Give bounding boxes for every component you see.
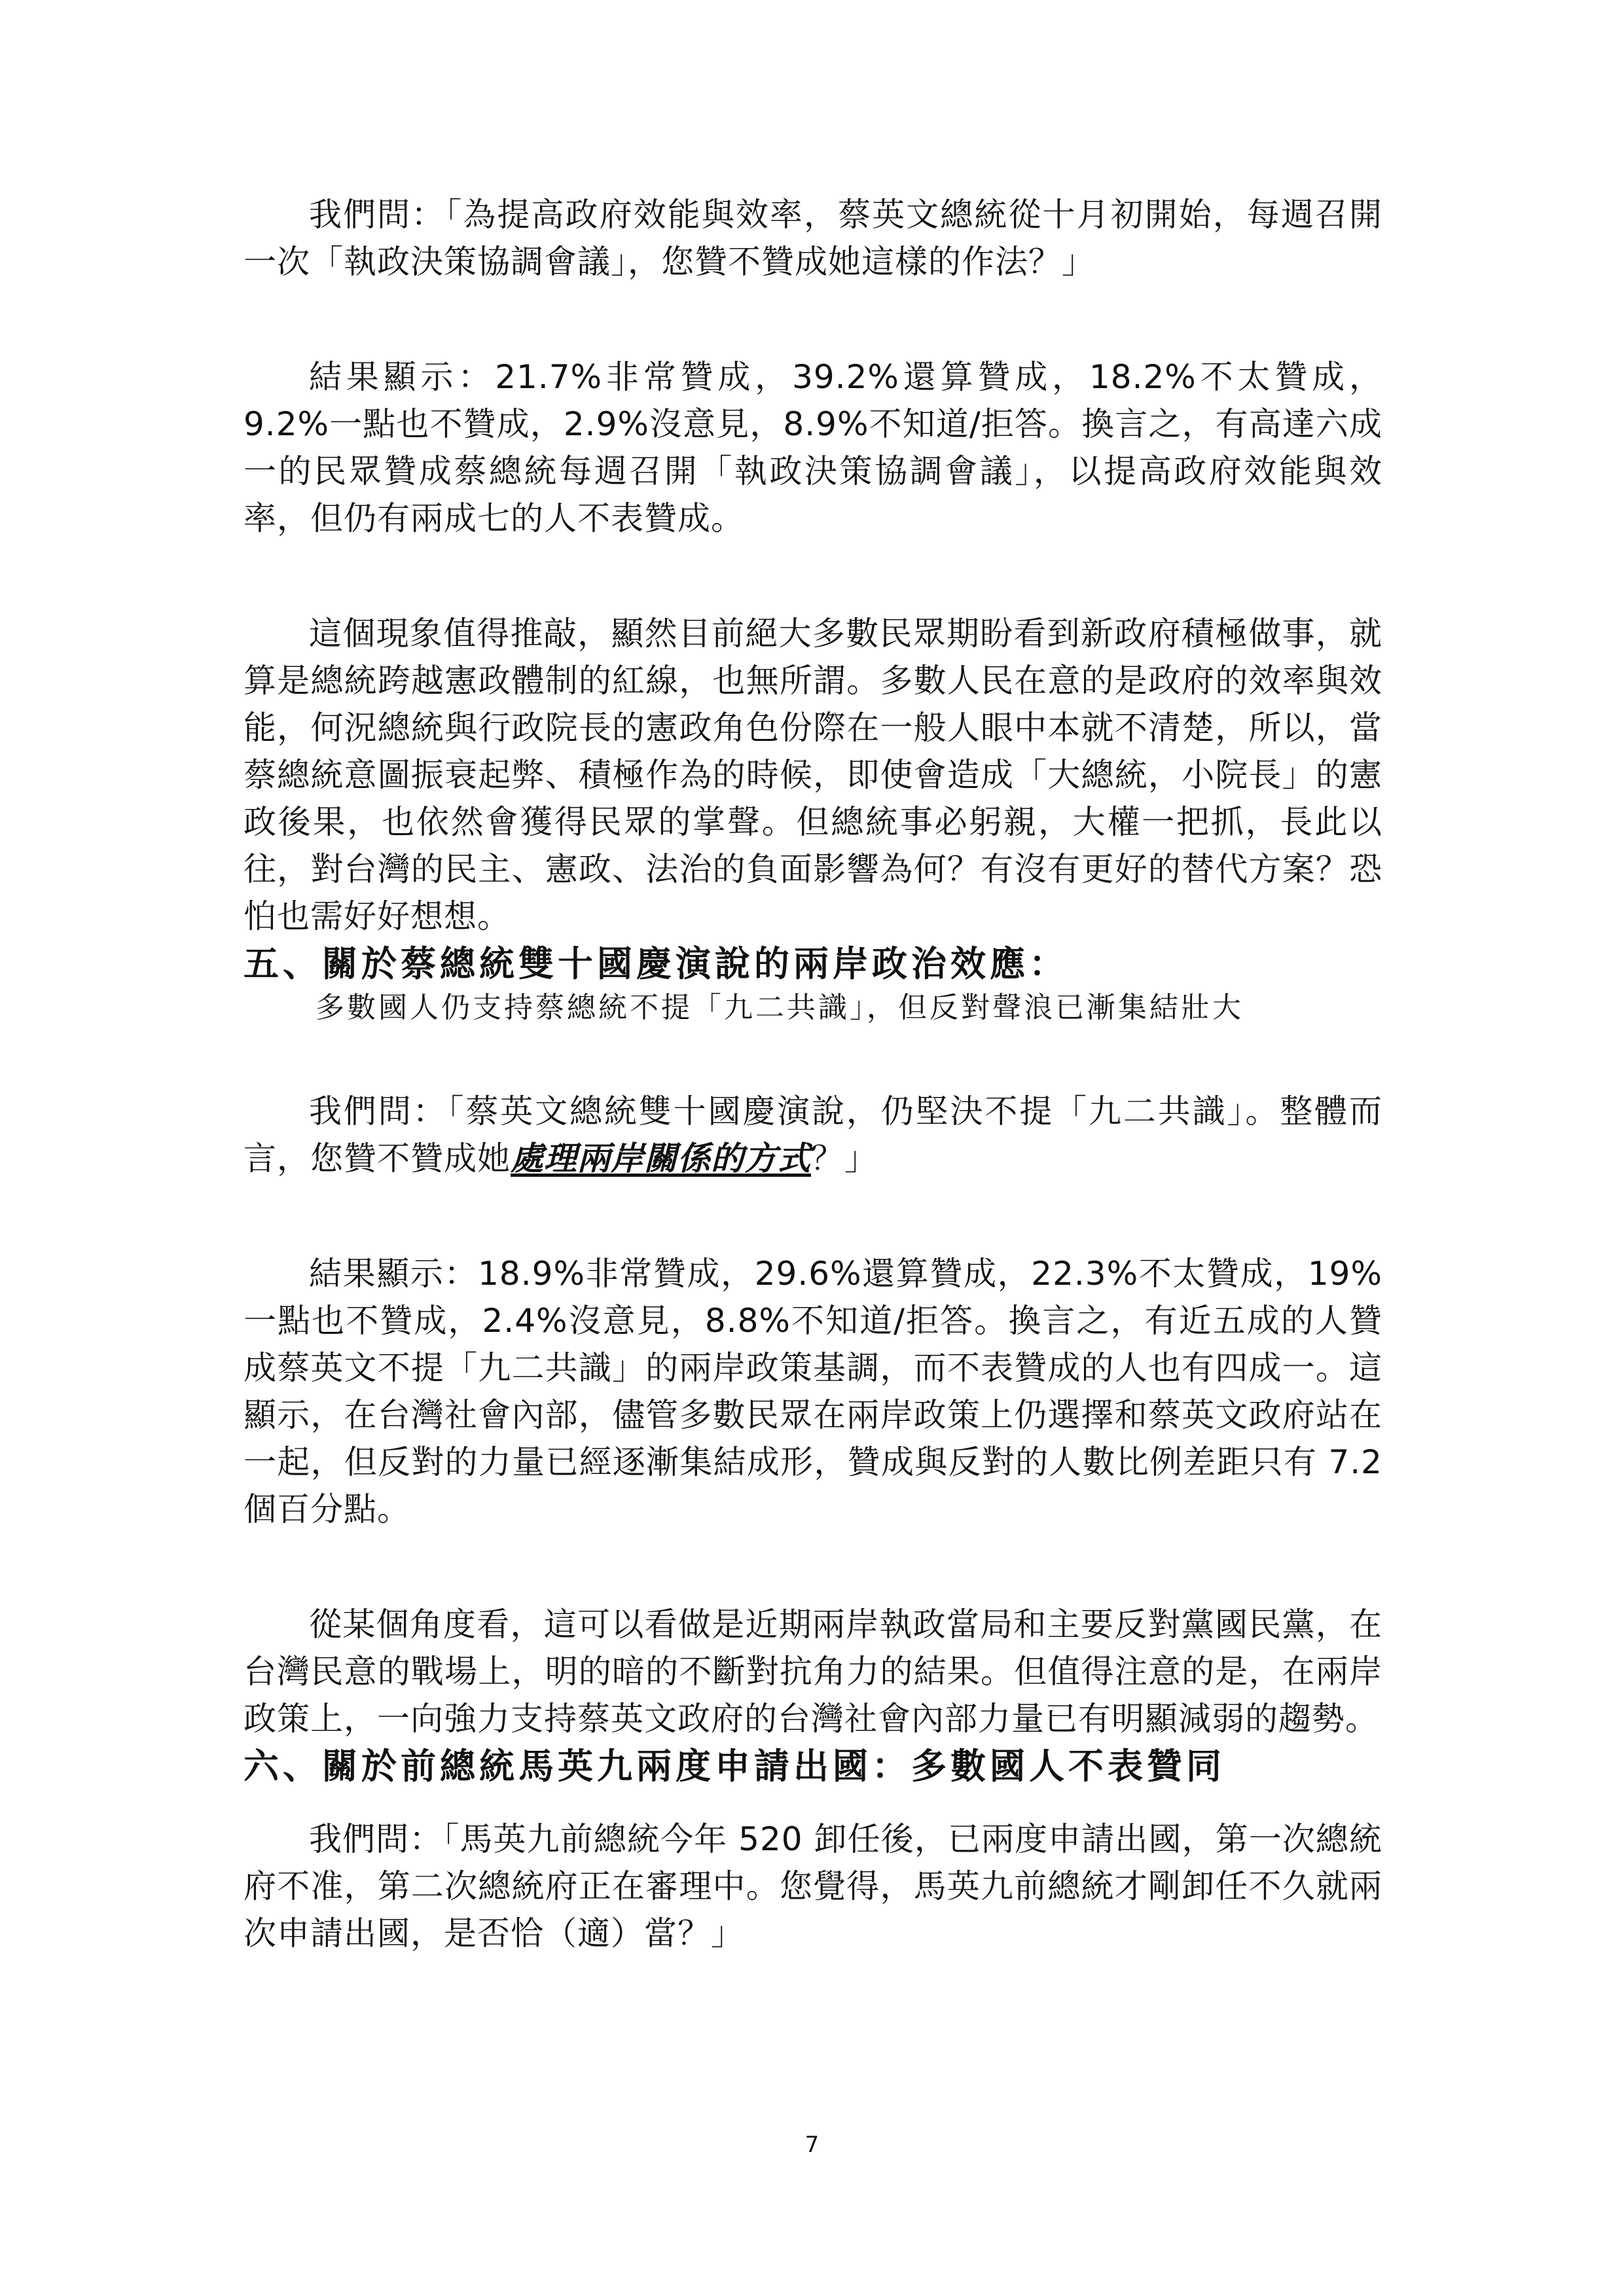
q5-question-paragraph [244,1088,1382,1182]
q5-question-emphasis: 處理兩岸關係的方式 [511,1139,811,1177]
q4-question-paragraph: 我們問：「為提高政府效能與效率，蔡英文總統從十月初開始，每週召開一次「執政決策協調會議」，您贊不贊成她這樣的作法？」 [244,196,1382,281]
q6-question-paragraph: 我們問：「馬英九前總統今年 520 卸任後，已兩度申請出國，第一次總統府不准，第二次總統府正在審理中。您覺得，馬英九前總統才剛卸任不久就兩次申請出國，是否恰（適）當？」 [244,1820,1382,1952]
q5-result-paragraph: 結果顯示：18.9%非常贊成，29.6%還算贊成，22.3%不太贊成，19%一點也不贊成，2.4%沒意見，8.8%不知道/拒答。換言之，有近五成的人贊成蔡英文不提「九二共識」的兩岸政策基調，而不表贊成的人也有四成一。這顯示，在台灣社會內部，儘管多數民眾在兩岸政策上仍選擇和蔡英文政府站在一起，但反對的力量已經逐漸集結成形，贊成與反對的人數比例差距只有 7.2 個百分點。 [244,1255,1382,1528]
q4-analysis-paragraph: 這個現象值得推敲，顯然目前絕大多數民眾期盼看到新政府積極做事，就算是總統跨越憲政體制的紅線，也無所謂。多數人民在意的是政府的效率與效能，何況總統與行政院長的憲政角色份際在一般人眼中本就不清楚，所以，當蔡總統意圖振衰起弊、積極作為的時候，即使會造成「大總統，小院長」的憲政後果，也依然會獲得民眾的掌聲。但總統事必躬親，大權一把抓，長此以往，對台灣的民主、憲政、法治的負面影響為何？有沒有更好的替代方案？恐怕也需好好想想。 [244,615,1382,935]
q5-analysis-paragraph: 從某個角度看，這可以看做是近期兩岸執政當局和主要反對黨國民黨，在台灣民意的戰場上，明的暗的不斷對抗角力的結果。但值得注意的是，在兩岸政策上，一向強力支持蔡英文政府的台灣社會內部力量已有明顯減弱的趨勢。 [244,1605,1382,1738]
q4-result-paragraph: 結果顯示：21.7%非常贊成，39.2%還算贊成，18.2%不太贊成，9.2%一點也不贊成，2.9%沒意見，8.9%不知道/拒答。換言之，有高達六成一的民眾贊成蔡總統每週召開「執政決策協調會議」，以提高政府效能與效率，但仍有兩成七的人不表贊成。 [244,358,1382,537]
section-5-heading: 五、關於蔡總統雙十國慶演說的兩岸政治效應： [244,942,1068,984]
page-number: 7 [804,2132,820,2158]
page-content [244,191,1382,1957]
section-6-heading: 六、關於前總統馬英九兩度申請出國：多數國人不表贊同 [244,1745,1225,1787]
q5-question-prefix: 我們問：「蔡英文總統雙十國慶演說，仍堅決不提「九二共識」。整體而言，您贊不贊成她 [244,1092,1382,1177]
section-5-subheading: 多數國人仍支持蔡總統不提「九二共識」，但反對聲浪已漸集結壯大 [316,991,1244,1024]
q5-question-suffix: ？」 [811,1139,878,1177]
